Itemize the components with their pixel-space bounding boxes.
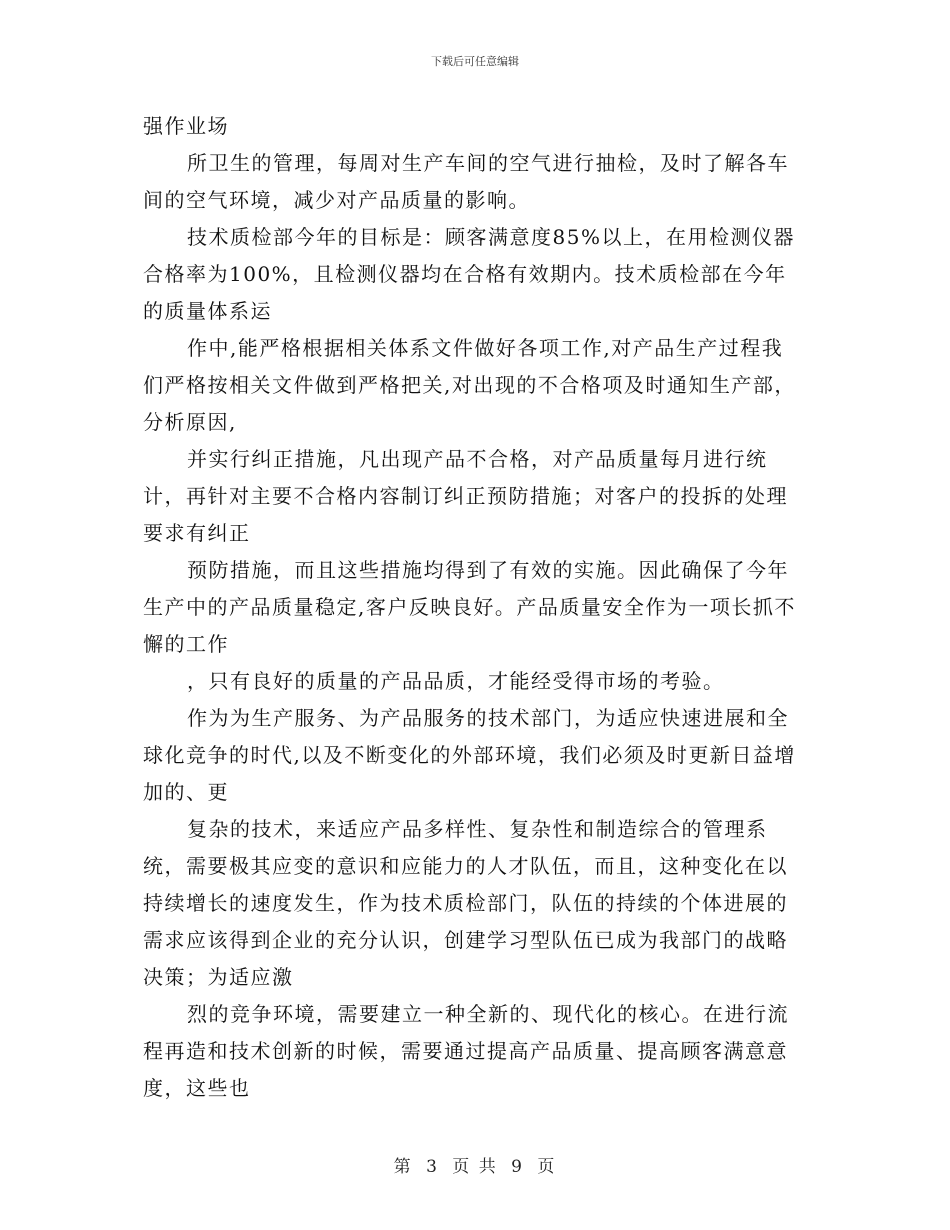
paragraph: 作中,能严格根据相关体系文件做好各项工作,对产品生产过程我们严格按相关文件做到严格把关,对出现的不合格项及时通知生产部，分析原因, — [143, 336, 796, 434]
current-page-number: 3 — [426, 1157, 439, 1177]
page-number-footer — [0, 1152, 950, 1177]
paragraph: 技术质检部今年的目标是：顾客满意度85%以上，在用检测仪器合格率为100%，且检测仪器均在合格有效期内。技术质检部在今年的质量体系运 — [143, 225, 795, 323]
footer-prefix: 第 — [393, 1157, 413, 1177]
paragraph: 并实行纠正措施，凡出现产品不合格，对产品质量每月进行统计，再针对主要不合格内容制订纠正预防措施；对客户的投拆的处理要求有纠正 — [143, 447, 788, 545]
paragraph: 所卫生的管理，每周对生产车间的空气进行抽检，及时了解各车间的空气环境，减少对产品质量的影响。 — [143, 151, 789, 212]
footer-middle: 页 共 — [452, 1157, 498, 1177]
paragraph: 复杂的技术，来适应产品多样性、复杂性和制造综合的管理系统，需要极其应变的意识和应能力的人才队伍，而且，这种变化在以持续增长的速度发生，作为技术质检部门，队伍的持续的个体进展的需求应该得到企业的充分认识，创建学习型队伍已成为我部门的战略决策；为适应激 — [143, 817, 788, 989]
footer-suffix: 页 — [537, 1157, 557, 1177]
total-page-count: 9 — [511, 1157, 524, 1177]
document-body — [143, 108, 803, 1107]
paragraph: 作为为生产服务、为产品服务的技术部门，为适应快速进展和全球化竞争的时代,以及不断变化的外部环境，我们必须及时更新日益增加的、更 — [143, 706, 796, 804]
paragraph: 烈的竞争环境，需要建立一种全新的、现代化的核心。在进行流程再造和技术创新的时候，需要通过提高产品质量、提高顾客满意意度，这些也 — [143, 1002, 789, 1100]
page-header-note: 下载后可任意编辑 — [431, 55, 519, 68]
paragraph: 预防措施，而且这些措施均得到了有效的实施。因此确保了今年生产中的产品质量稳定,客户反映良好。产品质量安全作为一项长抓不懈的工作 — [143, 558, 796, 656]
paragraph: 强作业场 — [143, 114, 229, 138]
paragraph: ，只有良好的质量的产品品质，才能经受得市场的考验。 — [187, 669, 725, 693]
